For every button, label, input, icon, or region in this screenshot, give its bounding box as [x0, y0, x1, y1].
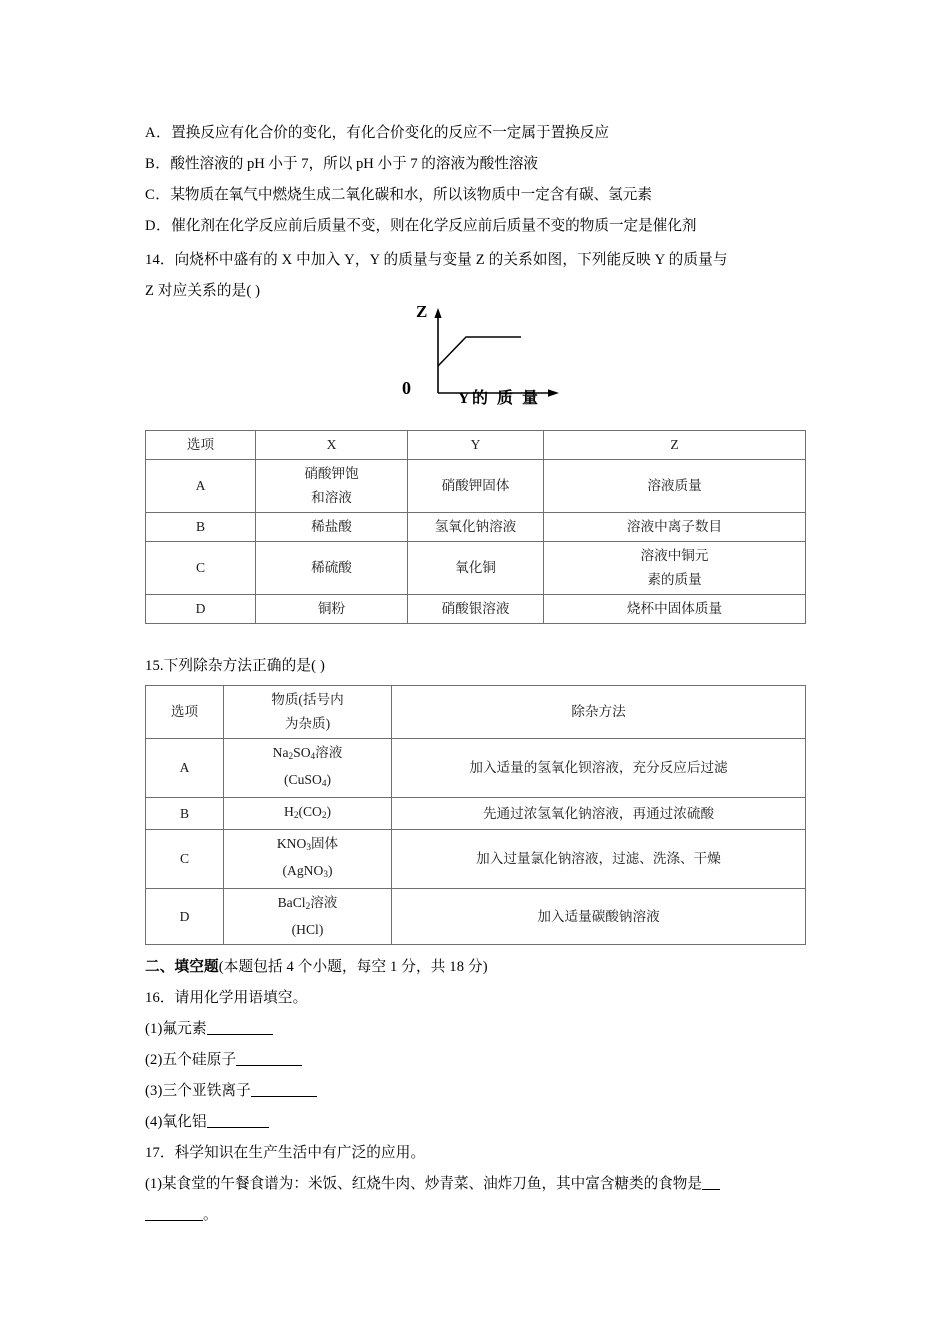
table-row: [146, 739, 806, 798]
cell-method-a: 加入适量的氢氧化钡溶液，充分反应后过滤: [392, 739, 806, 798]
cell-method-b: 先通过浓氢氧化钠溶液，再通过浓硫酸: [392, 798, 806, 830]
question-16-item-1: [145, 1014, 273, 1045]
option-label-a: A．: [145, 125, 172, 141]
table-row: [146, 798, 806, 830]
answer-blank-17-1a[interactable]: [702, 1174, 720, 1190]
cell-y-d: 硝酸银溶液: [408, 595, 544, 624]
option-label-d: D．: [145, 218, 172, 234]
table-header-row: [146, 686, 806, 739]
cell-x-a-line2: 和溶液: [311, 490, 352, 505]
cell-y-c: 氧化铜: [408, 542, 544, 595]
option-row-b: [145, 149, 697, 180]
cell-option-c: C: [146, 542, 256, 595]
th-substance-line1: 物质(括号内: [271, 692, 344, 707]
chart-series-line: [438, 337, 521, 366]
chart-figure: [390, 300, 620, 410]
question-17-stem: 17．科学知识在生产生活中有广泛的应用。: [145, 1145, 426, 1161]
option-text-d: 催化剂在化学反应前后质量不变，则在化学反应前后质量不变的物质一定是催化剂: [171, 218, 697, 234]
question-14-line-1: 14．向烧杯中盛有的 X 中加入 Y，Y 的质量与变量 Z 的关系如图，下列能反映 Y 的质量与: [145, 252, 728, 268]
cell-option-a: A: [146, 739, 224, 798]
cell-method-d: 加入适量碳酸钠溶液: [392, 889, 806, 945]
x-axis-arrow: [548, 389, 559, 397]
cell-z-a: 溶液质量: [544, 460, 806, 513]
cell-x-c: 稀硫酸: [256, 542, 408, 595]
th-z: Z: [544, 431, 806, 460]
cell-option-b: B: [146, 798, 224, 830]
th-substance: [224, 686, 392, 739]
table-row: [146, 460, 806, 513]
th-method: 除杂方法: [392, 686, 806, 739]
question-17-item-1-line1: [145, 1169, 807, 1200]
cell-z-d: 烧杯中固体质量: [544, 595, 806, 624]
th-substance-line2: 为杂质): [284, 716, 331, 731]
table-row: [146, 542, 806, 595]
question-14-line-2: Z 对应关系的是( ): [145, 283, 261, 299]
cell-x-a: [256, 460, 408, 513]
cell-option-d: D: [146, 889, 224, 945]
cell-substance-c-line1: $KNO_3$固体: [276, 836, 339, 853]
question-16-item-4: [145, 1107, 269, 1138]
exam-page: [145, 0, 805, 1344]
table-header-row: [146, 431, 806, 460]
cell-method-c: 加入过量氯化钠溶液，过滤、洗涤、干燥: [392, 830, 806, 889]
question-16-item-2-label: (2)五个硅原子: [145, 1052, 237, 1068]
option-list-13: [145, 118, 697, 242]
chart-x-axis-label: Y的 质 量: [458, 390, 541, 407]
cell-option-c: C: [146, 830, 224, 889]
option-label-b: B．: [145, 156, 171, 172]
option-text-b: 酸性溶液的 pH 小于 7，所以 pH 小于 7 的溶液为酸性溶液: [170, 156, 539, 172]
question-17-item-1-line2: [145, 1200, 807, 1231]
answer-blank-16-2[interactable]: [236, 1050, 302, 1066]
option-text-a: 置换反应有化合价的变化，有化合价变化的反应不一定属于置换反应: [171, 125, 609, 141]
section-2-subtitle: (本题包括 4 个小题，每空 1 分，共 18 分): [218, 959, 488, 975]
answer-blank-16-3[interactable]: [251, 1081, 317, 1097]
chart-origin-label: 0: [402, 378, 411, 398]
cell-option-b: B: [146, 513, 256, 542]
option-row-a: [145, 118, 697, 149]
cell-z-c-line2: 素的质量: [647, 572, 702, 587]
y-axis-arrow: [434, 308, 441, 318]
question-16-item-3: [145, 1076, 317, 1107]
option-row-c: [145, 180, 697, 211]
cell-x-d: 铜粉: [256, 595, 408, 624]
question-15-stem: 15.下列除杂方法正确的是( ): [145, 658, 325, 674]
table-row: [146, 830, 806, 889]
section-2-heading: [145, 952, 488, 983]
cell-y-a: 硝酸钾固体: [408, 460, 544, 513]
question-17-item-1: [145, 1169, 807, 1231]
question-17-item-1-period: 。: [203, 1207, 218, 1223]
cell-z-b: 溶液中离子数目: [544, 513, 806, 542]
cell-x-a-line1: 硝酸钾饱: [304, 466, 359, 481]
cell-substance-b: $H_2(CO_2)$: [224, 798, 392, 830]
cell-substance-d-line1: BaCl$_2$溶液: [277, 895, 338, 912]
cell-option-d: D: [146, 595, 256, 624]
question-16-item-1-label: (1)氟元素: [145, 1021, 207, 1037]
option-label-c: C．: [145, 187, 171, 203]
th-x: X: [256, 431, 408, 460]
answer-blank-17-1b[interactable]: [145, 1205, 203, 1221]
th-option: 选项: [146, 686, 224, 739]
table-question-15: [145, 685, 806, 945]
section-2-title: 二、填空题: [145, 959, 219, 975]
cell-x-b: 稀盐酸: [256, 513, 408, 542]
question-14-stem: [145, 245, 807, 307]
question-16-item-4-label: (4)氧化铝: [145, 1114, 207, 1130]
table-row: [146, 889, 806, 945]
cell-substance-a-line1: $Na_2SO_4$溶液: [272, 745, 343, 762]
question-16-item-2: [145, 1045, 302, 1076]
cell-substance-d: [224, 889, 392, 945]
table-question-14: [145, 430, 806, 624]
cell-y-b: 氢氧化钠溶液: [408, 513, 544, 542]
table-row: [146, 513, 806, 542]
cell-option-a: A: [146, 460, 256, 513]
th-option: 选项: [146, 431, 256, 460]
cell-substance-d-line2: (HCl): [291, 922, 324, 938]
th-y: Y: [408, 431, 544, 460]
option-text-c: 某物质在氧气中燃烧生成二氧化碳和水，所以该物质中一定含有碳、氢元素: [170, 187, 652, 203]
cell-z-c: [544, 542, 806, 595]
cell-substance-a: [224, 739, 392, 798]
option-row-d: [145, 211, 697, 242]
question-17-item-1-text: (1)某食堂的午餐食谱为：米饭、红烧牛肉、炒青菜、油炸刀鱼，其中富含糖类的食物是: [145, 1176, 702, 1192]
cell-substance-c: [224, 830, 392, 889]
answer-blank-16-4[interactable]: [207, 1112, 269, 1128]
chart-y-axis-label: Z: [416, 302, 428, 321]
cell-substance-a-line2: (CuSO$_4$): [284, 772, 331, 789]
cell-substance-c-line2: (AgNO$_3$): [282, 863, 333, 880]
question-16-item-3-label: (3)三个亚铁离子: [145, 1083, 251, 1099]
question-16-stem: 16．请用化学用语填空。: [145, 990, 308, 1006]
cell-z-c-line1: 溶液中铜元: [640, 548, 709, 563]
answer-blank-16-1[interactable]: [207, 1019, 273, 1035]
table-row: [146, 595, 806, 624]
